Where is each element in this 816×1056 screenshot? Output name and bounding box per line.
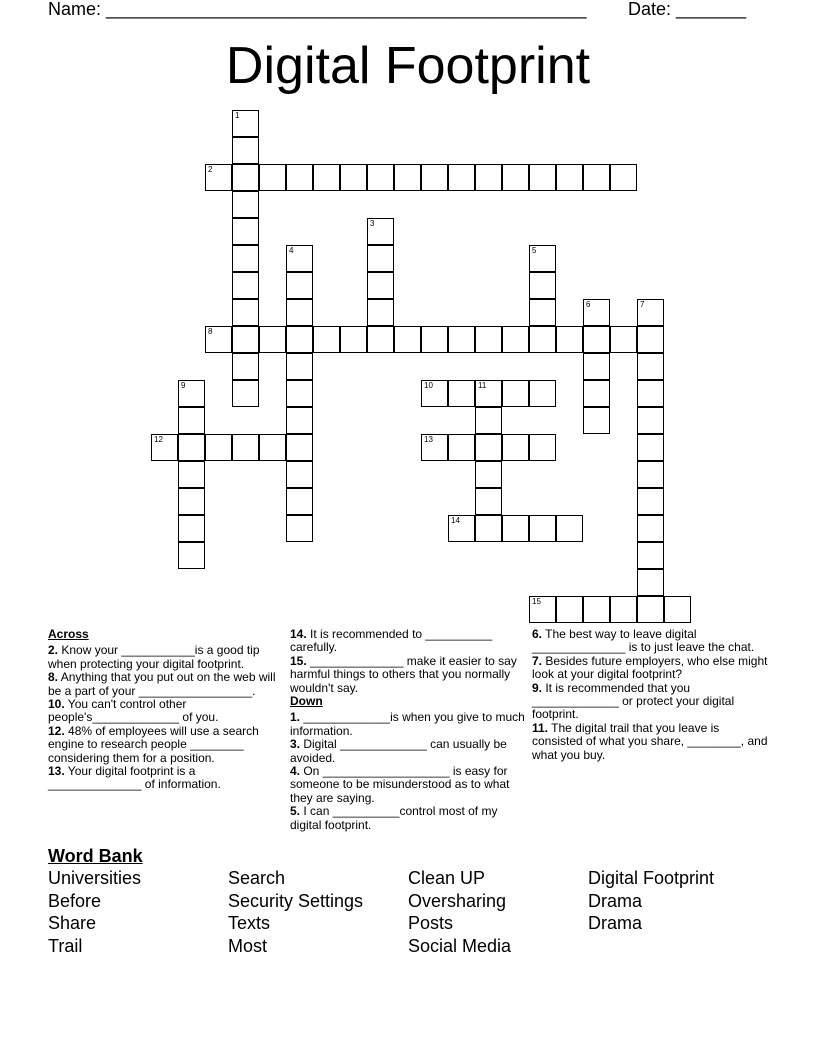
date-line: Date: _______: [628, 0, 747, 19]
grid-cell[interactable]: [205, 434, 232, 461]
grid-cell[interactable]: [313, 326, 340, 353]
page-title: Digital Footprint: [225, 37, 591, 95]
clue-item-number: 3.: [290, 737, 301, 752]
clue-item: [290, 711, 525, 738]
clue-item-text: The digital trail that you leave is consisted of what you share, ________, and what you buy.: [532, 720, 768, 762]
clue-item: [290, 738, 525, 765]
grid-cell[interactable]: [286, 326, 313, 353]
grid-cell[interactable]: [286, 164, 313, 191]
clue-item-text: The best way to leave digital ______________ is to just leave the chat.: [532, 627, 755, 655]
grid-cell[interactable]: [475, 164, 502, 191]
clue-item-number: 10.: [48, 697, 65, 712]
grid-cell[interactable]: [178, 461, 205, 488]
clue-item: [290, 655, 525, 695]
word-bank-item: Drama: [588, 890, 643, 911]
grid-cell[interactable]: [529, 596, 556, 623]
grid-cell[interactable]: [502, 380, 529, 407]
clue-number: 3: [370, 219, 375, 228]
grid-cell[interactable]: [637, 515, 664, 542]
word-bank-item: Search: [228, 868, 286, 888]
grid-cell[interactable]: [502, 434, 529, 461]
grid-cell[interactable]: [448, 326, 475, 353]
word-bank-item: Social Media: [408, 936, 512, 957]
clue-item-text: You can't control other people's_____________ of you.: [48, 697, 219, 725]
clue-number: 13: [424, 435, 433, 444]
grid-cell[interactable]: [448, 164, 475, 191]
grid-cell[interactable]: [529, 164, 556, 191]
grid-cell[interactable]: [232, 272, 259, 299]
clue-item-text: 48% of employees will use a search engine to research people ________ considering them for a position.: [48, 723, 259, 765]
grid-cell[interactable]: [259, 434, 286, 461]
clue-item: [48, 671, 283, 698]
clue-item: [48, 725, 283, 765]
grid-cell[interactable]: [556, 164, 583, 191]
grid-cell[interactable]: [475, 515, 502, 542]
grid-cell[interactable]: [637, 299, 664, 326]
grid-cell[interactable]: [178, 488, 205, 515]
clue-number: 6: [586, 300, 591, 309]
clue-number: 4: [289, 246, 294, 255]
grid-cell[interactable]: [583, 164, 610, 191]
grid-cell[interactable]: [151, 434, 178, 461]
word-bank-item: Universities: [48, 868, 142, 888]
clue-item-number: 11.: [532, 720, 549, 735]
clue-item-text: It is recommended to __________ carefully.: [290, 627, 493, 655]
grid-cell[interactable]: [232, 353, 259, 380]
clue-column-3: [532, 628, 772, 762]
grid-cell[interactable]: [529, 380, 556, 407]
word-bank-item: Most: [228, 936, 268, 957]
clue-item-text: I can __________control most of my digital footprint.: [290, 804, 498, 832]
grid-cell[interactable]: [286, 515, 313, 542]
grid-cell[interactable]: [232, 326, 259, 353]
grid-cell[interactable]: [286, 434, 313, 461]
grid-cell[interactable]: [232, 137, 259, 164]
clue-item: [290, 628, 525, 655]
grid-cell[interactable]: [367, 272, 394, 299]
clue-item-number: 15.: [290, 653, 307, 668]
grid-cell[interactable]: [232, 299, 259, 326]
word-bank-title: Word Bank: [48, 846, 143, 866]
grid-cell[interactable]: [502, 326, 529, 353]
grid-cell[interactable]: [178, 542, 205, 569]
grid-cell[interactable]: [637, 326, 664, 353]
clue-item: [532, 628, 772, 655]
grid-cell[interactable]: [286, 380, 313, 407]
grid-cell[interactable]: [232, 434, 259, 461]
clue-number: 15: [532, 597, 541, 606]
grid-cell[interactable]: [394, 326, 421, 353]
clue-number: 7: [640, 300, 645, 309]
clue-item-text: Anything that you put out on the web will be a part of your _________________.: [48, 670, 276, 698]
clue-item: [290, 765, 525, 805]
grid-cell[interactable]: [583, 380, 610, 407]
word-bank-item: Before: [48, 890, 102, 911]
grid-cell[interactable]: [232, 218, 259, 245]
grid-cell[interactable]: [340, 164, 367, 191]
clue-item: [48, 644, 283, 671]
grid-cell[interactable]: [583, 326, 610, 353]
clue-column-2: [290, 628, 525, 832]
grid-cell[interactable]: [502, 515, 529, 542]
clue-item-number: 2.: [48, 643, 59, 658]
grid-cell[interactable]: [637, 596, 664, 623]
grid-cell[interactable]: [583, 299, 610, 326]
grid-cell[interactable]: [556, 596, 583, 623]
grid-cell[interactable]: [610, 326, 637, 353]
grid-cell[interactable]: [394, 164, 421, 191]
grid-cell[interactable]: [637, 461, 664, 488]
clue-number: 10: [424, 381, 433, 390]
clue-item-number: 12.: [48, 723, 65, 738]
clue-item-number: 5.: [290, 804, 301, 819]
word-bank-item: Texts: [228, 913, 271, 934]
grid-cell[interactable]: [286, 353, 313, 380]
clue-item-number: 13.: [48, 764, 65, 779]
clue-section-heading: Down: [290, 694, 323, 709]
clue-column-1: [48, 628, 283, 792]
grid-cell[interactable]: [286, 272, 313, 299]
word-bank-item: Posts: [408, 913, 454, 934]
grid-cell[interactable]: [178, 434, 205, 461]
grid-cell[interactable]: [286, 245, 313, 272]
grid-cell[interactable]: [637, 353, 664, 380]
grid-cell[interactable]: [637, 569, 664, 596]
grid-cell[interactable]: [529, 434, 556, 461]
clue-section-heading: Across: [48, 627, 89, 641]
grid-cell[interactable]: [475, 326, 502, 353]
clue-number: 5: [532, 246, 537, 255]
grid-cell[interactable]: [178, 515, 205, 542]
clue-number: 1: [235, 111, 240, 120]
grid-cell[interactable]: [637, 434, 664, 461]
word-bank-item: Clean UP: [408, 868, 486, 888]
grid-cell[interactable]: [502, 164, 529, 191]
grid-cell[interactable]: [421, 434, 448, 461]
clue-number: 14: [451, 516, 460, 525]
clue-number: 11: [478, 381, 487, 390]
grid-cell[interactable]: [448, 434, 475, 461]
name-line: Name: ________________________________________________: [48, 0, 587, 19]
clue-item: [532, 722, 772, 762]
grid-cell[interactable]: [232, 164, 259, 191]
grid-cell[interactable]: [637, 488, 664, 515]
clue-item-text: On ___________________ is easy for someone to be misunderstood as to what they are saying.: [290, 764, 510, 805]
grid-cell[interactable]: [286, 461, 313, 488]
grid-cell[interactable]: [637, 380, 664, 407]
grid-cell[interactable]: [664, 596, 691, 623]
clue-item-number: 6.: [532, 627, 543, 641]
grid-cell[interactable]: [637, 542, 664, 569]
clue-item-text: Your digital footprint is a ______________ of information.: [48, 764, 221, 792]
grid-cell[interactable]: [205, 164, 232, 191]
clue-number: 9: [181, 381, 186, 390]
clue-item: [48, 698, 283, 725]
word-bank-item: Digital Footprint: [588, 868, 715, 888]
clue-number: 12: [154, 435, 163, 444]
grid-cell[interactable]: [448, 515, 475, 542]
grid-cell[interactable]: [556, 515, 583, 542]
grid-cell[interactable]: [232, 380, 259, 407]
grid-cell[interactable]: [367, 218, 394, 245]
grid-cell[interactable]: [232, 110, 259, 137]
grid-cell[interactable]: [529, 272, 556, 299]
grid-cell[interactable]: [205, 326, 232, 353]
clue-item-number: 1.: [290, 710, 301, 725]
clue-item-number: 9.: [532, 680, 543, 695]
grid-cell[interactable]: [178, 407, 205, 434]
clue-item-number: 14.: [290, 627, 307, 641]
grid-cell[interactable]: [421, 380, 448, 407]
clue-item-number: 7.: [532, 653, 543, 668]
word-bank-item: Trail: [48, 936, 83, 957]
grid-cell[interactable]: [259, 326, 286, 353]
grid-cell[interactable]: [421, 164, 448, 191]
grid-cell[interactable]: [529, 515, 556, 542]
clue-item: [48, 765, 283, 792]
grid-cell[interactable]: [286, 488, 313, 515]
grid-cell[interactable]: [475, 407, 502, 434]
grid-cell[interactable]: [313, 164, 340, 191]
grid-cell[interactable]: [475, 380, 502, 407]
clue-item-number: 4.: [290, 764, 301, 779]
clue-item: [532, 682, 772, 722]
word-bank-item: Oversharing: [408, 890, 507, 911]
grid-cell[interactable]: [367, 164, 394, 191]
clue-number: 8: [208, 327, 213, 336]
grid-cell[interactable]: [340, 326, 367, 353]
grid-cell[interactable]: [178, 380, 205, 407]
grid-cell[interactable]: [367, 326, 394, 353]
grid-cell[interactable]: [529, 299, 556, 326]
clue-item-number: 8.: [48, 670, 59, 685]
clue-item-text: Besides future employers, who else might look at your digital footprint?: [532, 653, 768, 682]
clue-item-text: _____________is when you give to much information.: [290, 710, 525, 738]
grid-cell[interactable]: [367, 245, 394, 272]
grid-cell[interactable]: [475, 488, 502, 515]
word-bank-item: Share: [48, 913, 97, 934]
grid-cell[interactable]: [610, 596, 637, 623]
clue-item-text: ______________ make it easier to say harmful things to others that you normally wouldn't say.: [290, 653, 517, 695]
grid-cell[interactable]: [583, 407, 610, 434]
grid-cell[interactable]: [529, 245, 556, 272]
clue-item-text: Know your ___________is a good tip when protecting your digital footprint.: [48, 643, 260, 671]
clue-item: [532, 655, 772, 682]
grid-cell[interactable]: [637, 407, 664, 434]
grid-cell[interactable]: [583, 596, 610, 623]
clue-item-text: Digital _____________ can usually be avoided.: [290, 737, 507, 765]
grid-cell[interactable]: [259, 164, 286, 191]
grid-cell[interactable]: [367, 299, 394, 326]
grid-cell[interactable]: [529, 326, 556, 353]
grid-cell[interactable]: [556, 326, 583, 353]
grid-cell[interactable]: [610, 164, 637, 191]
clue-item: [290, 805, 525, 832]
grid-cell[interactable]: [475, 461, 502, 488]
grid-cell[interactable]: [475, 434, 502, 461]
clue-item-text: It is recommended that you _____________ or protect your digital footprint.: [532, 680, 735, 722]
clue-number: 2: [208, 165, 213, 174]
grid-cell[interactable]: [286, 407, 313, 434]
word-bank-item: Security Settings: [228, 890, 364, 911]
grid-cell[interactable]: [232, 245, 259, 272]
word-bank-item: Drama: [588, 913, 643, 934]
grid-cell[interactable]: [448, 380, 475, 407]
grid-cell[interactable]: [232, 191, 259, 218]
grid-cell[interactable]: [421, 326, 448, 353]
grid-cell[interactable]: [286, 299, 313, 326]
grid-cell[interactable]: [583, 353, 610, 380]
